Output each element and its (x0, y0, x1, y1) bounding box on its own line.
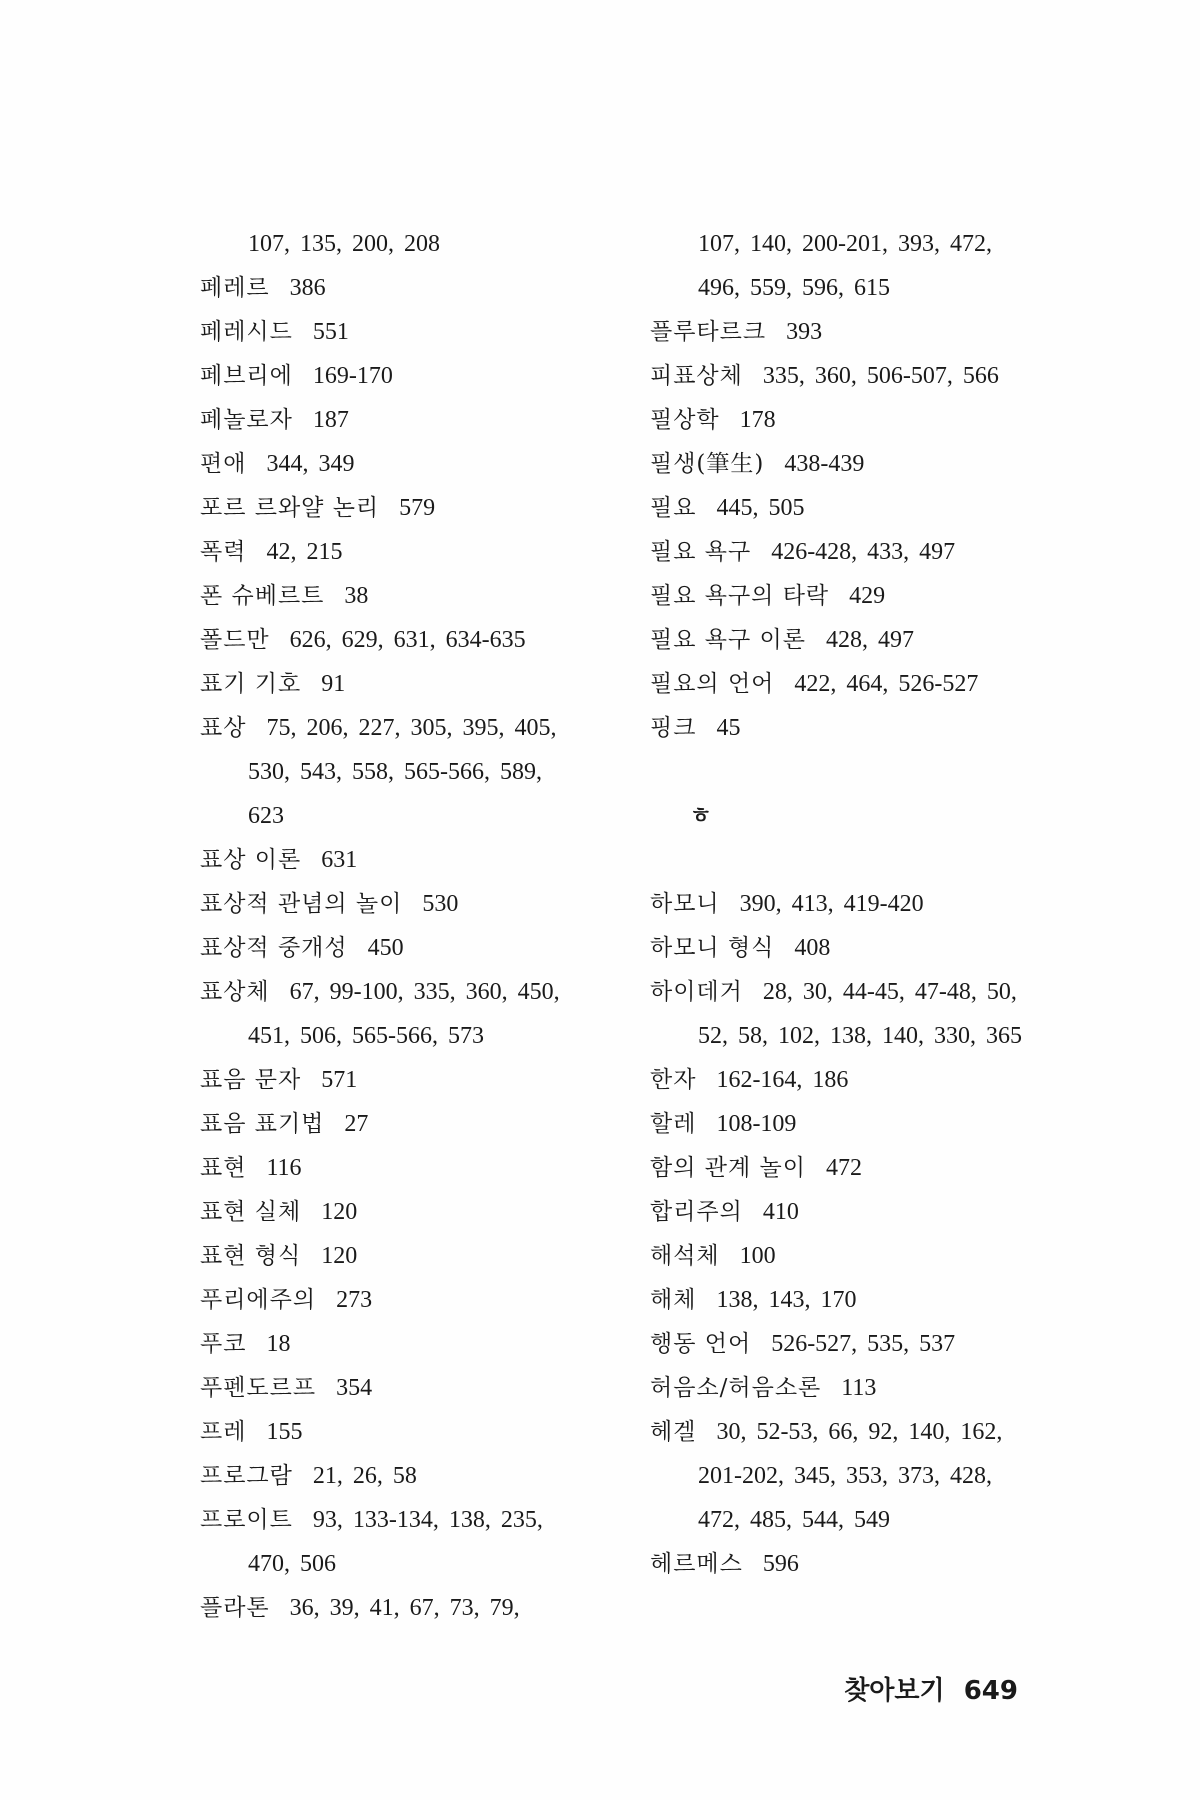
right-index-column (650, 222, 1090, 1586)
entry-pages: 571 (321, 1067, 358, 1093)
entry-term: 필요 욕구의 타락 (650, 583, 830, 609)
entry-pages: 450 (367, 935, 404, 961)
index-entry (650, 1322, 1090, 1366)
entry-term: 필생(筆生) (650, 451, 765, 477)
index-entry-continuation (200, 222, 640, 266)
entry-pages: 451, 506, 565-566, 573 (248, 1023, 484, 1049)
entry-term: 합리주의 (650, 1199, 743, 1225)
entry-pages: 21, 26, 58 (312, 1463, 417, 1489)
entry-term: 푸펜도르프 (200, 1375, 317, 1401)
entry-pages: 187 (312, 407, 349, 433)
index-entry (200, 398, 640, 442)
index-entry-continuation (200, 750, 640, 794)
index-entry (200, 1586, 640, 1630)
entry-term: 행동 언어 (650, 1331, 752, 1357)
index-entry (650, 1542, 1090, 1586)
entry-pages: 27 (344, 1111, 369, 1137)
index-entry (650, 1234, 1090, 1278)
section-header: ㅎ (690, 803, 712, 829)
entry-term: 편애 (200, 451, 247, 477)
index-entry (200, 1410, 640, 1454)
entry-pages: 201-202, 345, 353, 373, 428, (698, 1463, 992, 1489)
entry-pages: 75, 206, 227, 305, 395, 405, (266, 715, 557, 741)
entry-pages: 52, 58, 102, 138, 140, 330, 365 (698, 1023, 1022, 1049)
entry-term: 필요 (650, 495, 697, 521)
entry-pages: 626, 629, 631, 634-635 (289, 627, 526, 653)
index-entry (650, 486, 1090, 530)
entry-pages: 178 (739, 407, 776, 433)
entry-term: 하모니 형식 (650, 935, 775, 961)
entry-pages: 107, 135, 200, 208 (248, 231, 440, 257)
entry-pages: 30, 52-53, 66, 92, 140, 162, (716, 1419, 1003, 1445)
entry-pages: 273 (336, 1287, 373, 1313)
entry-term: 표상적 중개성 (200, 935, 348, 961)
entry-term: 프로이트 (200, 1507, 293, 1533)
entry-pages: 113 (841, 1375, 877, 1401)
left-index-column (200, 222, 640, 1630)
entry-term: 페브리에 (200, 363, 293, 389)
index-entry (650, 1146, 1090, 1190)
entry-term: 한자 (650, 1067, 697, 1093)
entry-term: 표음 문자 (200, 1067, 302, 1093)
entry-pages: 354 (336, 1375, 373, 1401)
entry-term: 프레 (200, 1419, 247, 1445)
index-entry (650, 530, 1090, 574)
entry-pages: 93, 133-134, 138, 235, (312, 1507, 543, 1533)
entry-pages: 42, 215 (266, 539, 343, 565)
entry-pages: 470, 506 (248, 1551, 336, 1577)
entry-term: 해석체 (650, 1243, 720, 1269)
entry-pages: 631 (321, 847, 358, 873)
entry-pages: 169-170 (312, 363, 393, 389)
entry-term: 폴드만 (200, 627, 270, 653)
entry-pages: 393 (786, 319, 823, 345)
index-entry (650, 1278, 1090, 1322)
index-entry (200, 1102, 640, 1146)
entry-term: 폰 슈베르트 (200, 583, 325, 609)
entry-term: 하이데거 (650, 979, 743, 1005)
entry-term: 푸코 (200, 1331, 247, 1357)
index-entry (650, 1102, 1090, 1146)
entry-pages: 38 (344, 583, 369, 609)
index-entry (200, 1498, 640, 1542)
index-entry (200, 970, 640, 1014)
entry-term: 플루타르크 (650, 319, 767, 345)
entry-term: 푸리에주의 (200, 1287, 317, 1313)
entry-pages: 18 (266, 1331, 291, 1357)
page-number: 649 (963, 1676, 1018, 1706)
index-entry (200, 662, 640, 706)
index-entry (200, 354, 640, 398)
entry-term: 함의 관계 놀이 (650, 1155, 806, 1181)
entry-pages: 138, 143, 170 (716, 1287, 857, 1313)
entry-pages: 108-109 (716, 1111, 797, 1137)
entry-pages: 107, 140, 200-201, 393, 472, (698, 231, 992, 257)
entry-pages: 116 (266, 1155, 302, 1181)
index-entry-continuation (650, 222, 1090, 266)
index-entry (200, 1058, 640, 1102)
index-entry (650, 574, 1090, 618)
footer-title: 찾아보기 (844, 1676, 945, 1706)
index-entry (200, 486, 640, 530)
index-entry (650, 1410, 1090, 1454)
index-entry (650, 970, 1090, 1014)
blank-line (650, 750, 1090, 794)
index-entry (650, 1190, 1090, 1234)
entry-term: 폭력 (200, 539, 247, 565)
index-entry (200, 574, 640, 618)
entry-term: 필요의 언어 (650, 671, 775, 697)
index-entry-continuation (650, 266, 1090, 310)
entry-pages: 28, 30, 44-45, 47-48, 50, (762, 979, 1017, 1005)
index-entry (200, 882, 640, 926)
entry-pages: 408 (794, 935, 831, 961)
index-entry (650, 926, 1090, 970)
index-entry (200, 1190, 640, 1234)
entry-term: 필요 욕구 이론 (650, 627, 806, 653)
entry-pages: 36, 39, 41, 67, 73, 79, (289, 1595, 520, 1621)
entry-pages: 530, 543, 558, 565-566, 589, (248, 759, 542, 785)
index-entry (650, 618, 1090, 662)
entry-pages: 390, 413, 419-420 (739, 891, 924, 917)
index-entry-continuation (650, 1454, 1090, 1498)
entry-pages: 410 (762, 1199, 799, 1225)
index-entry (200, 838, 640, 882)
index-entry-continuation (200, 794, 640, 838)
entry-term: 표현 실체 (200, 1199, 302, 1225)
index-entry (200, 1146, 640, 1190)
index-entry (200, 530, 640, 574)
entry-pages: 438-439 (784, 451, 865, 477)
entry-pages: 344, 349 (266, 451, 355, 477)
entry-term: 피표상체 (650, 363, 743, 389)
entry-term: 페레르 (200, 275, 270, 301)
index-entry (200, 1322, 640, 1366)
index-entry-continuation (200, 1014, 640, 1058)
index-entry (200, 926, 640, 970)
index-entry (200, 1366, 640, 1410)
entry-pages: 162-164, 186 (716, 1067, 849, 1093)
entry-pages: 551 (312, 319, 349, 345)
index-entry (200, 310, 640, 354)
index-entry (200, 1278, 640, 1322)
entry-pages: 426-428, 433, 497 (771, 539, 956, 565)
entry-term: 필상학 (650, 407, 720, 433)
entry-pages: 120 (321, 1243, 358, 1269)
entry-term: 허음소/허음소론 (650, 1375, 822, 1401)
index-entry (650, 662, 1090, 706)
entry-pages: 429 (849, 583, 886, 609)
entry-term: 헤겔 (650, 1419, 697, 1445)
entry-pages: 91 (321, 671, 346, 697)
entry-pages: 422, 464, 526-527 (794, 671, 979, 697)
index-entry (650, 354, 1090, 398)
entry-term: 플라톤 (200, 1595, 270, 1621)
entry-term: 프로그람 (200, 1463, 293, 1489)
index-entry (650, 882, 1090, 926)
entry-pages: 67, 99-100, 335, 360, 450, (289, 979, 560, 1005)
entry-term: 헤르메스 (650, 1551, 743, 1577)
page-footer (844, 1670, 1018, 1707)
index-entry-continuation (650, 1014, 1090, 1058)
entry-pages: 623 (248, 803, 284, 829)
entry-term: 페놀로자 (200, 407, 293, 433)
index-entry (200, 442, 640, 486)
entry-term: 할레 (650, 1111, 697, 1137)
index-entry-continuation (650, 1498, 1090, 1542)
index-entry (650, 1366, 1090, 1410)
entry-pages: 496, 559, 596, 615 (698, 275, 890, 301)
entry-term: 해체 (650, 1287, 697, 1313)
entry-pages: 45 (716, 715, 741, 741)
entry-pages: 596 (762, 1551, 799, 1577)
entry-pages: 526-527, 535, 537 (771, 1331, 956, 1357)
entry-term: 하모니 (650, 891, 720, 917)
entry-pages: 335, 360, 506-507, 566 (762, 363, 999, 389)
entry-term: 핑크 (650, 715, 697, 741)
entry-term: 표상적 관념의 놀이 (200, 891, 403, 917)
entry-term: 표상 (200, 715, 247, 741)
entry-term: 표상 이론 (200, 847, 302, 873)
entry-pages: 445, 505 (716, 495, 805, 521)
entry-term: 표현 형식 (200, 1243, 302, 1269)
entry-pages: 472, 485, 544, 549 (698, 1507, 890, 1533)
index-entry (200, 266, 640, 310)
entry-pages: 120 (321, 1199, 358, 1225)
entry-pages: 155 (266, 1419, 303, 1445)
index-entry (650, 706, 1090, 750)
index-entry (200, 1234, 640, 1278)
entry-term: 필요 욕구 (650, 539, 752, 565)
entry-term: 표상체 (200, 979, 270, 1005)
blank-line (650, 838, 1090, 882)
index-entry (200, 706, 640, 750)
index-entry (200, 618, 640, 662)
index-entry (650, 442, 1090, 486)
index-entry-continuation (200, 1542, 640, 1586)
index-entry (650, 1058, 1090, 1102)
entry-term: 표기 기호 (200, 671, 302, 697)
entry-term: 표음 표기법 (200, 1111, 325, 1137)
index-entry (650, 310, 1090, 354)
entry-term: 페레시드 (200, 319, 293, 345)
entry-pages: 472 (825, 1155, 862, 1181)
index-entry (650, 398, 1090, 442)
entry-pages: 428, 497 (825, 627, 914, 653)
entry-term: 포르 르와얄 논리 (200, 495, 380, 521)
entry-pages: 530 (422, 891, 459, 917)
entry-pages: 100 (739, 1243, 776, 1269)
entry-term: 표현 (200, 1155, 247, 1181)
entry-pages: 386 (289, 275, 326, 301)
index-entry (200, 1454, 640, 1498)
entry-pages: 579 (399, 495, 436, 521)
